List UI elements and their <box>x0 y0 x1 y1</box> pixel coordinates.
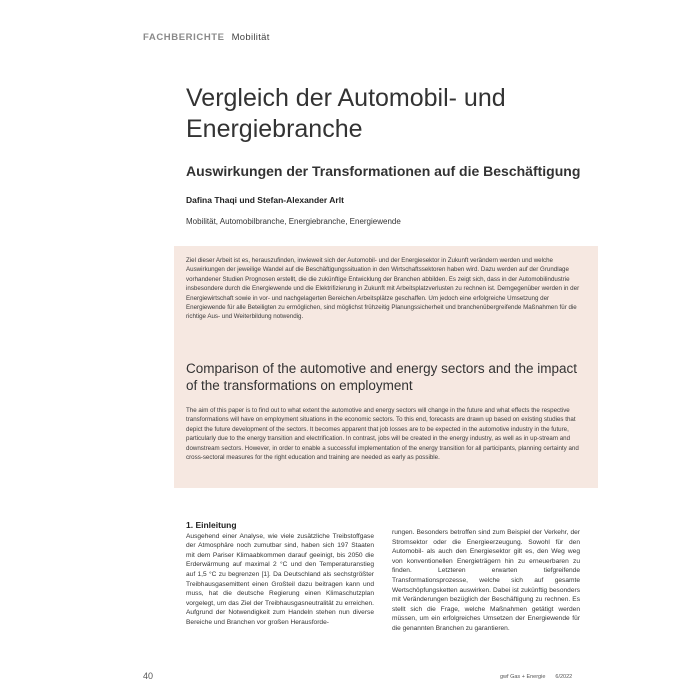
article-title: Vergleich der Automobil- und Energiebranche <box>186 84 506 143</box>
category-label: Mobilität <box>231 32 270 43</box>
section-heading: 1. Einleitung <box>186 520 237 530</box>
page-number: 40 <box>143 671 154 681</box>
body-column-2 <box>392 528 580 634</box>
article-subtitle: Auswirkungen der Transformationen auf die Beschäftigung <box>186 163 581 179</box>
journal-footer <box>500 674 572 680</box>
body-paragraph: Ausgehend einer Analyse, wie viele zusätzliche Treibstoffgase der Atmosphäre noch zumutbar sind, haben sich 197 Staaten mit dem Pariser Klimaabkommen darauf geeinigt, bis 2050 die Erderwärmung auf maximal 2 °C und den Temperaturanstieg auf 1,5 °C zu begrenzen [1]. Da Deutschland als sechstgrößter Treibhausgasemittent einen Großteil dazu beitragen kann und muss, hat die deutsche Regierung einen Klimaschutzplan vorgelegt, um das Ziel der Treibhausgasneutralität zu erreichen. Aufgrund der Notwendigkeit zum Handeln stehen nun diverse Bereiche und Branchen vor großen Herausforde- <box>186 532 374 626</box>
journal-name: gwf Gas + Energie <box>500 674 546 680</box>
abstract-english: The aim of this paper is to find out to what extent the automotive and energy sectors will change in the future and what effects the respective transformations will have on employment situations in the economic sectors. To this end, forecasts are drawn up based on existing studies that depict the future development of the sectors. It becomes apparent that job losses are to be expected in the automotive industry in the future, particularly due to the energy transition and electrification. In contrast, jobs will be created in the energy industry, as well as in up-stream and downstream sectors. However, in order to enable a successful implementation of the energy transition for all participants, planning certainty and cross-sectoral measures for the right education and training are needed as early as possible. <box>186 407 579 462</box>
article-authors: Dafina Thaqi und Stefan-Alexander Arlt <box>186 195 344 205</box>
running-header <box>143 32 270 43</box>
body-column-1 <box>186 521 374 628</box>
section-label: FACHBERICHTE <box>143 32 225 43</box>
english-title: Comparison of the automotive and energy sectors and the impact of the transformations on employment <box>186 361 577 393</box>
journal-issue: 6/2022 <box>555 674 573 680</box>
abstract-german: Ziel dieser Arbeit ist es, herauszufinden, inwieweit sich der Automobil- und der Energiesektor in Zukunft verändern werden und welche Auswirkungen der jeweilige Wandel auf die Beschäftigungssituation in den Wirtschaftssektoren haben wird. Dazu werden auf der Grundlage vorhandener Studien Prognosen erstellt, die die zukünftige Entwicklung der Branchen abbilden. Es zeigt sich, dass in der Automobilindustrie insbesondere durch die Energiewende und die Elektrifizierung in Zukunft mit Arbeitsplatzverlusten zu rechnen ist. Demgegenüber werden in der Energiewirtschaft sowie in vor- und nachgelagerten Bereichen Arbeitsplätze geschaffen. Um jedoch eine erfolgreiche Umsetzung der Energiewende für alle Beteiligten zu ermöglichen, sind möglichst frühzeitig Planungssicherheit und branchenübergreifende Maßnahmen für die richtige Aus- und Weiterbildung notwendig. <box>186 257 580 321</box>
body-paragraph: rungen. Besonders betroffen sind zum Beispiel der Verkehr, der Stromsektor oder die Energieerzeugung. Sowohl für den Automobil- als auch den Energiesektor gilt es, den Weg weg von konventionellen Energieträgern hin zu erneuerbaren zu finden. Letzteren erwarten tiefgreifende Transformationsprozesse, welche sich auf gesamte Wertschöpfungsketten auswirken. Dabei ist zukünftig besonders mit Veränderungen bezüglich der Beschäftigung zu rechnen. Es stellt sich die Frage, welche Maßnahmen getätigt werden müssen, um ein erfolgreiches Umsetzen der Energiewende für die genannten Branchen zu garantieren. <box>392 529 580 632</box>
article-keywords: Mobilität, Automobilbranche, Energiebranche, Energiewende <box>186 217 401 226</box>
